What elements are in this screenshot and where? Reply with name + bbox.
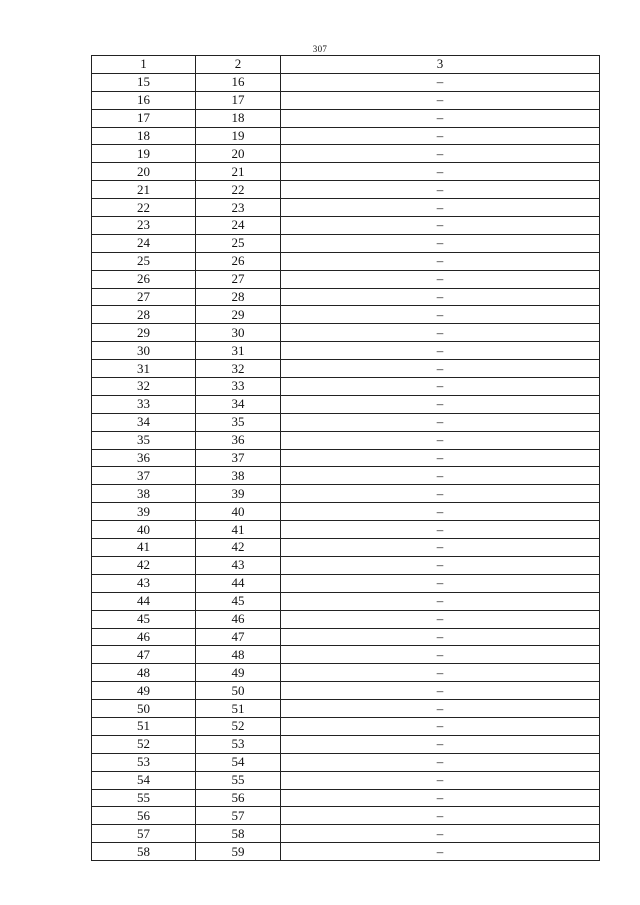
table-cell-col-2: 43 bbox=[196, 556, 281, 574]
table-body bbox=[92, 73, 600, 860]
table-row bbox=[92, 789, 600, 807]
table-cell-col-2: 33 bbox=[196, 378, 281, 396]
table-cell-col-1: 45 bbox=[92, 610, 196, 628]
table-cell-col-1: 18 bbox=[92, 127, 196, 145]
table-cell-col-2: 26 bbox=[196, 252, 281, 270]
table-cell-col-2: 17 bbox=[196, 91, 281, 109]
header-row bbox=[92, 56, 600, 74]
table-row bbox=[92, 717, 600, 735]
table-cell-col-3: – bbox=[281, 664, 600, 682]
table-row bbox=[92, 592, 600, 610]
table-row bbox=[92, 843, 600, 861]
table-cell-col-2: 22 bbox=[196, 181, 281, 199]
table-cell-col-1: 47 bbox=[92, 646, 196, 664]
table-cell-col-1: 34 bbox=[92, 413, 196, 431]
table-cell-col-2: 45 bbox=[196, 592, 281, 610]
table-row bbox=[92, 431, 600, 449]
table-cell-col-2: 21 bbox=[196, 163, 281, 181]
table-cell-col-2: 23 bbox=[196, 199, 281, 217]
table-row bbox=[92, 413, 600, 431]
table-cell-col-2: 46 bbox=[196, 610, 281, 628]
table-cell-col-3: – bbox=[281, 574, 600, 592]
table-cell-col-2: 44 bbox=[196, 574, 281, 592]
table-header bbox=[92, 56, 600, 74]
table-cell-col-3: – bbox=[281, 485, 600, 503]
table-cell-col-2: 42 bbox=[196, 539, 281, 557]
table-cell-col-3: – bbox=[281, 610, 600, 628]
table-row bbox=[92, 342, 600, 360]
table-cell-col-3: – bbox=[281, 109, 600, 127]
table-cell-col-1: 58 bbox=[92, 843, 196, 861]
table-row bbox=[92, 539, 600, 557]
table-row bbox=[92, 753, 600, 771]
table-cell-col-3: – bbox=[281, 199, 600, 217]
table-cell-col-3: – bbox=[281, 431, 600, 449]
table-cell-col-1: 53 bbox=[92, 753, 196, 771]
table-row bbox=[92, 664, 600, 682]
table-cell-col-3: – bbox=[281, 378, 600, 396]
table-cell-col-3: – bbox=[281, 306, 600, 324]
table-cell-col-1: 51 bbox=[92, 717, 196, 735]
table-cell-col-1: 21 bbox=[92, 181, 196, 199]
table-row bbox=[92, 467, 600, 485]
table-cell-col-2: 49 bbox=[196, 664, 281, 682]
table-cell-col-3: – bbox=[281, 735, 600, 753]
table-row bbox=[92, 306, 600, 324]
table-cell-col-3: – bbox=[281, 91, 600, 109]
table-cell-col-2: 51 bbox=[196, 700, 281, 718]
table-cell-col-2: 28 bbox=[196, 288, 281, 306]
table-cell-col-3: – bbox=[281, 700, 600, 718]
table-cell-col-2: 39 bbox=[196, 485, 281, 503]
table-cell-col-1: 23 bbox=[92, 217, 196, 235]
table-cell-col-1: 28 bbox=[92, 306, 196, 324]
table-cell-col-2: 56 bbox=[196, 789, 281, 807]
table-cell-col-2: 29 bbox=[196, 306, 281, 324]
table-cell-col-2: 16 bbox=[196, 73, 281, 91]
table-row bbox=[92, 145, 600, 163]
table-cell-col-2: 36 bbox=[196, 431, 281, 449]
table-cell-col-2: 35 bbox=[196, 413, 281, 431]
table-cell-col-3: – bbox=[281, 342, 600, 360]
table-cell-col-3: – bbox=[281, 807, 600, 825]
table-cell-col-2: 55 bbox=[196, 771, 281, 789]
table-cell-col-3: – bbox=[281, 789, 600, 807]
table-cell-col-1: 20 bbox=[92, 163, 196, 181]
table-cell-col-3: – bbox=[281, 360, 600, 378]
table-row bbox=[92, 395, 600, 413]
table-cell-col-3: – bbox=[281, 467, 600, 485]
table-cell-col-2: 18 bbox=[196, 109, 281, 127]
table-cell-col-1: 27 bbox=[92, 288, 196, 306]
table-cell-col-3: – bbox=[281, 252, 600, 270]
table-row bbox=[92, 574, 600, 592]
column-header-2: 2 bbox=[196, 56, 281, 74]
table-cell-col-1: 33 bbox=[92, 395, 196, 413]
table-row bbox=[92, 682, 600, 700]
table-cell-col-3: – bbox=[281, 449, 600, 467]
table-cell-col-2: 48 bbox=[196, 646, 281, 664]
table-cell-col-2: 38 bbox=[196, 467, 281, 485]
table-cell-col-3: – bbox=[281, 217, 600, 235]
table-cell-col-2: 19 bbox=[196, 127, 281, 145]
table-row bbox=[92, 646, 600, 664]
table-cell-col-3: – bbox=[281, 73, 600, 91]
table-cell-col-2: 59 bbox=[196, 843, 281, 861]
table-row bbox=[92, 771, 600, 789]
table-cell-col-1: 29 bbox=[92, 324, 196, 342]
table-cell-col-3: – bbox=[281, 717, 600, 735]
table-cell-col-3: – bbox=[281, 270, 600, 288]
table-row bbox=[92, 503, 600, 521]
table-row bbox=[92, 109, 600, 127]
table-cell-col-3: – bbox=[281, 556, 600, 574]
table-cell-col-2: 40 bbox=[196, 503, 281, 521]
table-cell-col-2: 58 bbox=[196, 825, 281, 843]
table-cell-col-3: – bbox=[281, 503, 600, 521]
table-row bbox=[92, 127, 600, 145]
table-cell-col-1: 35 bbox=[92, 431, 196, 449]
table-row bbox=[92, 234, 600, 252]
table-cell-col-3: – bbox=[281, 843, 600, 861]
table-row bbox=[92, 163, 600, 181]
table-cell-col-3: – bbox=[281, 521, 600, 539]
table-cell-col-3: – bbox=[281, 163, 600, 181]
table-cell-col-3: – bbox=[281, 181, 600, 199]
table-cell-col-3: – bbox=[281, 771, 600, 789]
table-row bbox=[92, 610, 600, 628]
table-cell-col-1: 30 bbox=[92, 342, 196, 360]
table-cell-col-1: 31 bbox=[92, 360, 196, 378]
table-cell-col-2: 57 bbox=[196, 807, 281, 825]
table-cell-col-1: 39 bbox=[92, 503, 196, 521]
table-cell-col-3: – bbox=[281, 288, 600, 306]
table-cell-col-1: 54 bbox=[92, 771, 196, 789]
table-cell-col-1: 24 bbox=[92, 234, 196, 252]
table-cell-col-1: 22 bbox=[92, 199, 196, 217]
table-cell-col-1: 44 bbox=[92, 592, 196, 610]
table-cell-col-1: 15 bbox=[92, 73, 196, 91]
table-row bbox=[92, 288, 600, 306]
table-cell-col-1: 55 bbox=[92, 789, 196, 807]
table-row bbox=[92, 556, 600, 574]
table-cell-col-2: 50 bbox=[196, 682, 281, 700]
column-header-3: 3 bbox=[281, 56, 600, 74]
table-row bbox=[92, 324, 600, 342]
table-cell-col-3: – bbox=[281, 628, 600, 646]
table-cell-col-2: 34 bbox=[196, 395, 281, 413]
table-cell-col-1: 37 bbox=[92, 467, 196, 485]
table-row bbox=[92, 378, 600, 396]
table-cell-col-1: 38 bbox=[92, 485, 196, 503]
table-row bbox=[92, 181, 600, 199]
table-cell-col-3: – bbox=[281, 592, 600, 610]
table-cell-col-3: – bbox=[281, 145, 600, 163]
data-table bbox=[91, 55, 600, 861]
table-cell-col-1: 50 bbox=[92, 700, 196, 718]
table-cell-col-2: 32 bbox=[196, 360, 281, 378]
table-cell-col-3: – bbox=[281, 324, 600, 342]
table-row bbox=[92, 485, 600, 503]
table-cell-col-1: 57 bbox=[92, 825, 196, 843]
table-cell-col-1: 46 bbox=[92, 628, 196, 646]
table-cell-col-2: 25 bbox=[196, 234, 281, 252]
table-cell-col-3: – bbox=[281, 413, 600, 431]
table-cell-col-2: 47 bbox=[196, 628, 281, 646]
table-cell-col-1: 19 bbox=[92, 145, 196, 163]
table-row bbox=[92, 73, 600, 91]
table-cell-col-1: 48 bbox=[92, 664, 196, 682]
table-cell-col-1: 32 bbox=[92, 378, 196, 396]
table-cell-col-2: 41 bbox=[196, 521, 281, 539]
column-header-1: 1 bbox=[92, 56, 196, 74]
table-row bbox=[92, 199, 600, 217]
table-row bbox=[92, 807, 600, 825]
table-row bbox=[92, 735, 600, 753]
table-row bbox=[92, 360, 600, 378]
table-cell-col-2: 52 bbox=[196, 717, 281, 735]
table-cell-col-3: – bbox=[281, 539, 600, 557]
table-cell-col-1: 42 bbox=[92, 556, 196, 574]
table-row bbox=[92, 91, 600, 109]
table-cell-col-2: 53 bbox=[196, 735, 281, 753]
table-cell-col-2: 24 bbox=[196, 217, 281, 235]
table-cell-col-2: 30 bbox=[196, 324, 281, 342]
table-cell-col-2: 27 bbox=[196, 270, 281, 288]
table-cell-col-3: – bbox=[281, 395, 600, 413]
table-cell-col-1: 17 bbox=[92, 109, 196, 127]
table-row bbox=[92, 825, 600, 843]
table-cell-col-1: 36 bbox=[92, 449, 196, 467]
table-cell-col-3: – bbox=[281, 753, 600, 771]
table-cell-col-1: 16 bbox=[92, 91, 196, 109]
table-cell-col-1: 41 bbox=[92, 539, 196, 557]
table-row bbox=[92, 521, 600, 539]
table-cell-col-1: 26 bbox=[92, 270, 196, 288]
table-cell-col-1: 43 bbox=[92, 574, 196, 592]
table-row bbox=[92, 628, 600, 646]
table-row bbox=[92, 270, 600, 288]
table-row bbox=[92, 700, 600, 718]
table-cell-col-1: 52 bbox=[92, 735, 196, 753]
table-cell-col-3: – bbox=[281, 127, 600, 145]
page-number: 307 bbox=[312, 44, 328, 54]
table-cell-col-1: 25 bbox=[92, 252, 196, 270]
table-cell-col-3: – bbox=[281, 646, 600, 664]
table-cell-col-1: 56 bbox=[92, 807, 196, 825]
table-cell-col-1: 40 bbox=[92, 521, 196, 539]
table-cell-col-2: 37 bbox=[196, 449, 281, 467]
table-cell-col-2: 20 bbox=[196, 145, 281, 163]
table-cell-col-2: 54 bbox=[196, 753, 281, 771]
table-cell-col-3: – bbox=[281, 682, 600, 700]
table-cell-col-2: 31 bbox=[196, 342, 281, 360]
table-row bbox=[92, 449, 600, 467]
table-cell-col-1: 49 bbox=[92, 682, 196, 700]
table-row bbox=[92, 217, 600, 235]
table-cell-col-3: – bbox=[281, 234, 600, 252]
table-cell-col-3: – bbox=[281, 825, 600, 843]
table-row bbox=[92, 252, 600, 270]
